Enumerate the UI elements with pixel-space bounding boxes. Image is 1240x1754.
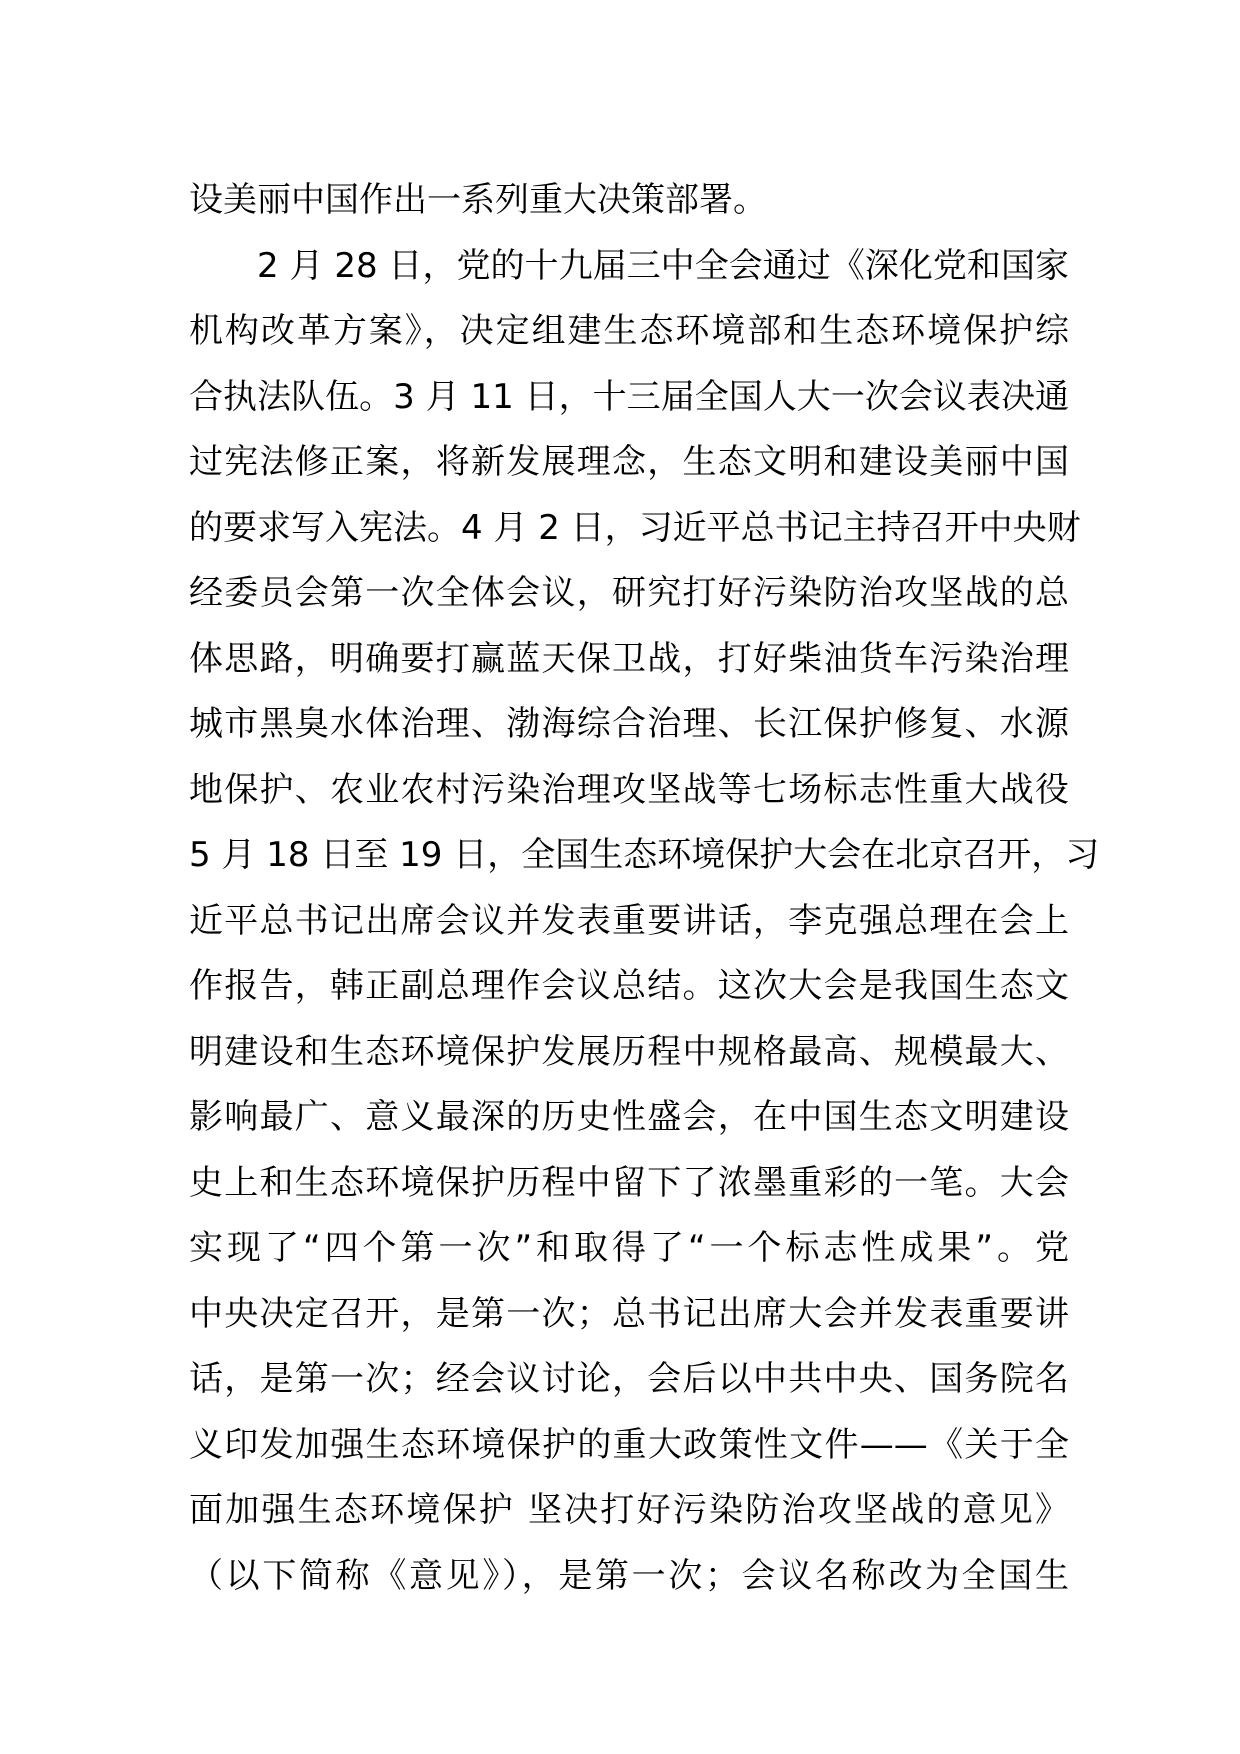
text-line: 2 月 28 日，党的十九届三中全会通过《深化党和国家 — [257, 245, 1069, 286]
text-line: 合执法队伍。3 月 11 日，十三届全国人大一次会议表决通 — [189, 376, 1069, 417]
text-line: 明建设和生态环境保护发展历程中规格最高、规模最大、 — [189, 1031, 1069, 1072]
text-line: 话，是第一次；经会议讨论，会后以中共中央、国务院名 — [189, 1359, 1069, 1399]
text-line: 实现了“四个第一次”和取得了“一个标志性成果”。党 — [189, 1228, 1069, 1268]
text-line: 史上和生态环境保护历程中留下了浓墨重彩的一笔。大会 — [189, 1162, 1069, 1203]
text-line: 地保护、农业农村污染治理攻坚战等七场标志性重大战役 — [189, 769, 1069, 810]
text-line: 中央决定召开，是第一次；总书记出席大会并发表重要讲 — [189, 1293, 1069, 1334]
text-line: 过宪法修正案，将新发展理念，生态文明和建设美丽中国 — [189, 442, 1069, 482]
text-line: 作报告，韩正副总理作会议总结。这次大会是我国生态文 — [189, 966, 1069, 1006]
text-line: 的要求写入宪法。4 月 2 日，习近平总书记主持召开中央财 — [189, 507, 1081, 548]
text-line: 5 月 18 日至 19 日，全国生态环境保护大会在北京召开，习 — [189, 835, 1100, 875]
text-line: （以下简称《意见》），是第一次；会议名称改为全国生 — [189, 1555, 1069, 1596]
text-line: 影响最广、意义最深的历史性盛会，在中国生态文明建设 — [189, 1097, 1069, 1137]
text-line: 义印发加强生态环境保护的重大政策性文件——《关于全 — [189, 1424, 1069, 1465]
text-line: 机构改革方案》，决定组建生态环境部和生态环境保护综 — [189, 311, 1069, 351]
text-line: 体思路，明确要打赢蓝天保卫战，打好柴油货车污染治理 — [189, 638, 1069, 679]
text-line: 近平总书记出席会议并发表重要讲话，李克强总理在会上 — [189, 900, 1069, 941]
text-line: 城市黑臭水体治理、渤海综合治理、长江保护修复、水源 — [189, 704, 1069, 744]
text-line: 设美丽中国作出一系列重大决策部署。 — [189, 180, 767, 220]
text-line: 面加强生态环境保护 坚决打好污染防治攻坚战的意见》 — [189, 1490, 1069, 1530]
text-line: 经委员会第一次全体会议，研究打好污染防治攻坚战的总 — [189, 573, 1069, 613]
document-body — [189, 168, 1100, 1609]
